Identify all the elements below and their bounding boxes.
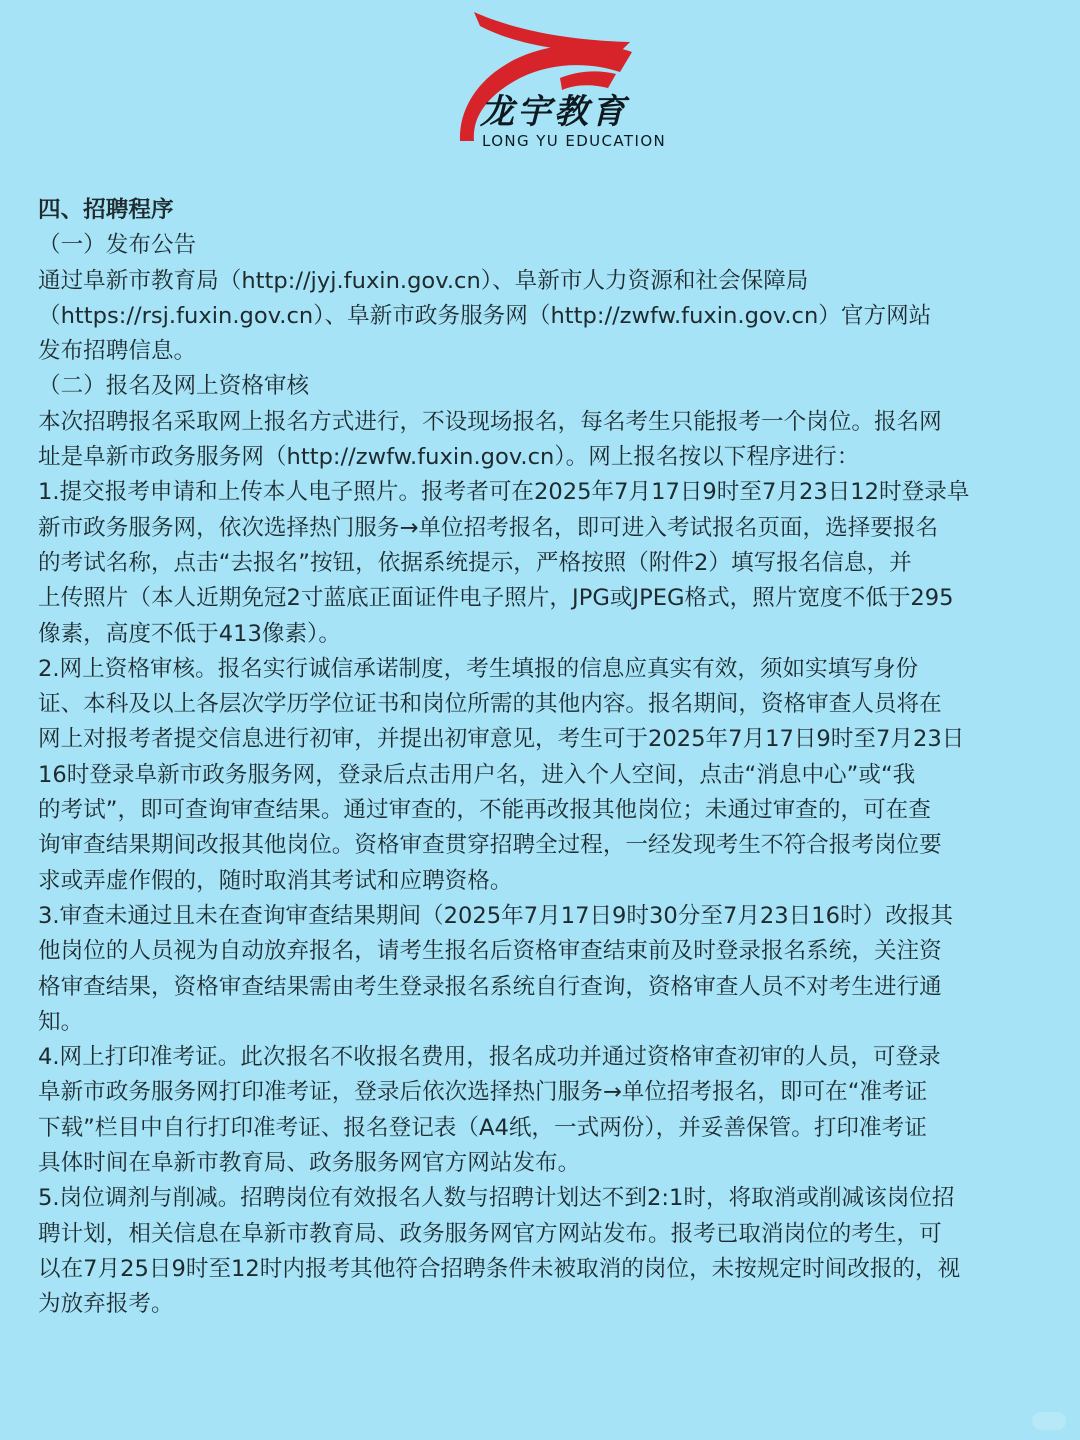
paragraph-line: 像素，高度不低于413像素）。 [38,620,341,647]
logo-chinese-text: 龙宇教育 [480,92,628,132]
subsection-title: （二）报名及网上资格审核 [38,373,310,400]
paragraph-line: 2.网上资格审核。报名实行诚信承诺制度，考生填报的信息应真实有效，须如实填写身份 [38,655,919,682]
paragraph-line: 证、本科及以上各层次学历学位证书和岗位所需的其他内容。报名期间，资格审查人员将在 [38,691,942,718]
paragraph-line: 询审查结果期间改报其他岗位。资格审查贯穿招聘全过程，一经发现考生不符合报考岗位要 [38,832,942,859]
paragraph-line: 知。 [38,1008,84,1035]
paragraph-line: 具体时间在阜新市教育局、政务服务网官方网站发布。 [38,1150,581,1177]
paragraph-line: 下载”栏目中自行打印准考证、报名登记表（A4纸，一式两份），并妥善保管。打印准考证 [38,1114,927,1141]
paragraph-line: 1.提交报考申请和上传本人电子照片。报考者可在2025年7月17日9时至7月23日12时登录阜 [38,479,970,506]
paragraph-line: 发布招聘信息。 [38,338,197,365]
paragraph-line: 5.岗位调剂与削减。招聘岗位有效报名人数与招聘计划达不到2:1时，将取消或削减该岗位招 [38,1185,955,1212]
paragraph-line: 网上对报考者提交信息进行初审，并提出初审意见，考生可于2025年7月17日9时至7月23日 [38,726,965,753]
paragraph-line: 上传照片（本人近期免冠2寸蓝底正面证件电子照片，JPG或JPEG格式，照片宽度不低于295 [38,585,954,612]
paragraph-line: 求或弄虚作假的，随时取消其考试和应聘资格。 [38,867,513,894]
paragraph-line: 为放弃报考。 [38,1291,174,1318]
paragraph-line: 本次招聘报名采取网上报名方式进行，不设现场报名，每名考生只能报考一个岗位。报名网 [38,408,942,435]
paragraph-line: 阜新市政务服务网打印准考证，登录后依次选择热门服务→单位招考报名，即可在“准考证 [38,1079,928,1106]
paragraph-line: 格审查结果，资格审查结果需由考生登录报名系统自行查询，资格审查人员不对考生进行通 [38,973,942,1000]
logo [440,6,700,156]
paragraph-line: 的考试”，即可查询审查结果。通过审查的，不能再改报其他岗位；未通过审查的，可在查 [38,797,931,824]
paragraph-line: 他岗位的人员视为自动放弃报名，请考生报名后资格审查结束前及时登录报名系统，关注资 [38,938,942,965]
section-title: 四、招聘程序 [38,197,174,223]
paragraph-line: 16时登录阜新市政务服务网，登录后点击用户名，进入个人空间，点击“消息中心”或“我 [38,761,916,788]
paragraph-line: 以在7月25日9时至12时内报考其他符合招聘条件未被取消的岗位，未按规定时间改报的，视 [38,1255,961,1282]
subsection-title: （一）发布公告 [38,232,197,259]
article-body [38,193,1048,1323]
paragraph-line: 通过阜新市教育局（http://jyj.fuxin.gov.cn）、阜新市人力资源和社会保障局 [38,267,809,294]
watermark-icon [1032,1412,1066,1430]
logo-english-text: LONG YU EDUCATION [482,132,667,150]
paragraph-line: 新市政务服务网，依次选择热门服务→单位招考报名，即可进入考试报名页面，选择要报名 [38,514,939,541]
paragraph-line: 3.审查未通过且未在查询审查结果期间（2025年7月17日9时30分至7月23日16时）改报其 [38,902,953,929]
paragraph-line: （https://rsj.fuxin.gov.cn）、阜新市政务服务网（http://zwfw.fuxin.gov.cn）官方网站 [38,302,932,329]
paragraph-line: 址是阜新市政务服务网（http://zwfw.fuxin.gov.cn）。网上报名按以下程序进行： [38,444,860,471]
paragraph-line: 的考试名称，点击“去报名”按钮，依据系统提示，严格按照（附件2）填写报名信息，并 [38,549,912,576]
paragraph-line: 4.网上打印准考证。此次报名不收报名费用，报名成功并通过资格审查初审的人员，可登录 [38,1044,941,1071]
paragraph-line: 聘计划，相关信息在阜新市教育局、政务服务网官方网站发布。报考已取消岗位的考生，可 [38,1220,942,1247]
